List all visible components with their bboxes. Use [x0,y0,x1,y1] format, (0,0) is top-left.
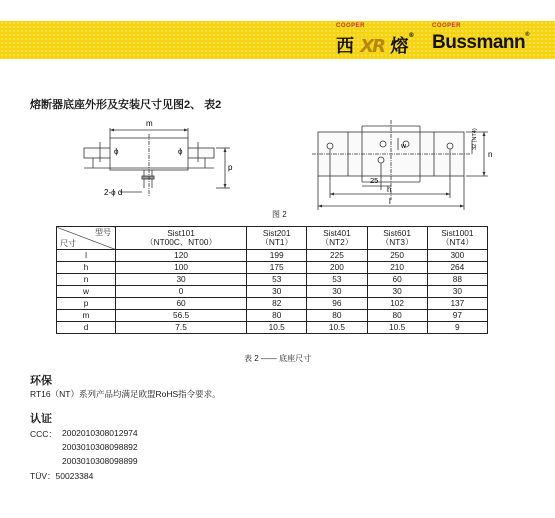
table-cell: 30 [367,286,427,298]
table-row [57,310,488,322]
table-cell: 88 [427,274,487,286]
table-cell: 80 [247,310,307,322]
column-header: Sist401 （NT2） [307,227,367,250]
table-row [57,286,488,298]
table-cell: 7.5 [116,322,247,334]
table-cell: 30 [116,274,247,286]
dim-l-label: l [389,197,391,206]
cert-section-title: 认证 [30,413,52,425]
table-corner-cell [57,227,116,250]
column-header: Sist601 （NT3） [367,227,427,250]
table-row [57,322,488,334]
cooper-label: COOPER [336,23,366,29]
table-cell: 250 [367,250,427,262]
dim-phi-label-left: ϕ [114,147,119,156]
table-cell: 210 [367,262,427,274]
table-row [57,262,488,274]
table-header-row [57,227,488,250]
bussmann-logo-text: Bussmann® [432,32,530,53]
ccc-number: 2003010308098892 [62,442,138,452]
table-cell: 53 [247,274,307,286]
figure-caption: 图 2 [272,210,287,219]
row-dimension: l [57,250,116,262]
env-section-text: RT16（NT）系列产品均满足欧盟RoHS指令要求。 [30,389,221,399]
table-cell: 60 [116,298,247,310]
table-cell: 53 [307,274,367,286]
ccc-number: 2002010308012974 [62,428,138,438]
table-cell: 175 [247,262,307,274]
table-cell: 97 [427,310,487,322]
table-cell: 102 [367,298,427,310]
row-dimension: n [57,274,116,286]
column-header: Sist201 （NT1） [247,227,307,250]
section-heading: 熔断器底座外形及安装尺寸见图2、 表2 [30,99,222,111]
table-cell: 10.5 [307,322,367,334]
dim-phi-label-right: ϕ [178,147,183,156]
table-cell: 199 [247,250,307,262]
table-cell: 30 [247,286,307,298]
table-cell: 82 [247,298,307,310]
table-cell: 264 [427,262,487,274]
ccc-label: CCC： [30,429,57,439]
table-cell: 100 [116,262,247,274]
xirong-logo-text: 西 XR 熔® [336,32,415,57]
dim-n-label: n [488,150,493,159]
table-cell: 200 [307,262,367,274]
dim-hole-label: 2-ϕ d [104,188,123,197]
env-section-title: 环保 [30,375,52,387]
dim-p-label: p [228,163,233,172]
table-cell: 9 [427,322,487,334]
table-cell: 30 [427,286,487,298]
table-cell: 80 [367,310,427,322]
column-header: Sist1001 （NT4） [427,227,487,250]
dim-25-label: 25 [370,176,379,185]
table-cell: 10.5 [247,322,307,334]
table-cell: 96 [307,298,367,310]
table-cell: 60 [367,274,427,286]
fuse-base-drawing [0,110,555,210]
table-cell: 0 [116,286,247,298]
table-cell: 137 [427,298,487,310]
row-dimension: w [57,286,116,298]
dim-m-label: m [146,119,153,128]
table-cell: 80 [307,310,367,322]
tuv-certificate: TÜV：50023384 [30,471,94,481]
corner-model-label: 型号 [95,228,111,237]
row-dimension: p [57,298,116,310]
dimensions-table [56,226,488,334]
column-header: Sist101 （NT00C、NT00） [116,227,247,250]
corner-dimension-label: 尺寸 [60,238,76,248]
ccc-number: 2003010308098899 [62,456,138,466]
dim-32-label: 32 (NT4) [472,128,478,150]
table-cell: 10.5 [367,322,427,334]
row-dimension: d [57,322,116,334]
table-cell: 120 [116,250,247,262]
table-cell: 56.5 [116,310,247,322]
dim-h-label: h [387,185,392,194]
table-cell: 300 [427,250,487,262]
table-row [57,274,488,286]
row-dimension: h [57,262,116,274]
cooper-label-2: COOPER [432,23,462,29]
row-dimension: m [57,310,116,322]
table-caption: 表 2 —— 底座尺寸 [244,354,312,363]
dim-w-label: w [401,143,407,150]
table-cell: 225 [307,250,367,262]
table-row [57,298,488,310]
table-row [57,250,488,262]
table-cell: 30 [307,286,367,298]
